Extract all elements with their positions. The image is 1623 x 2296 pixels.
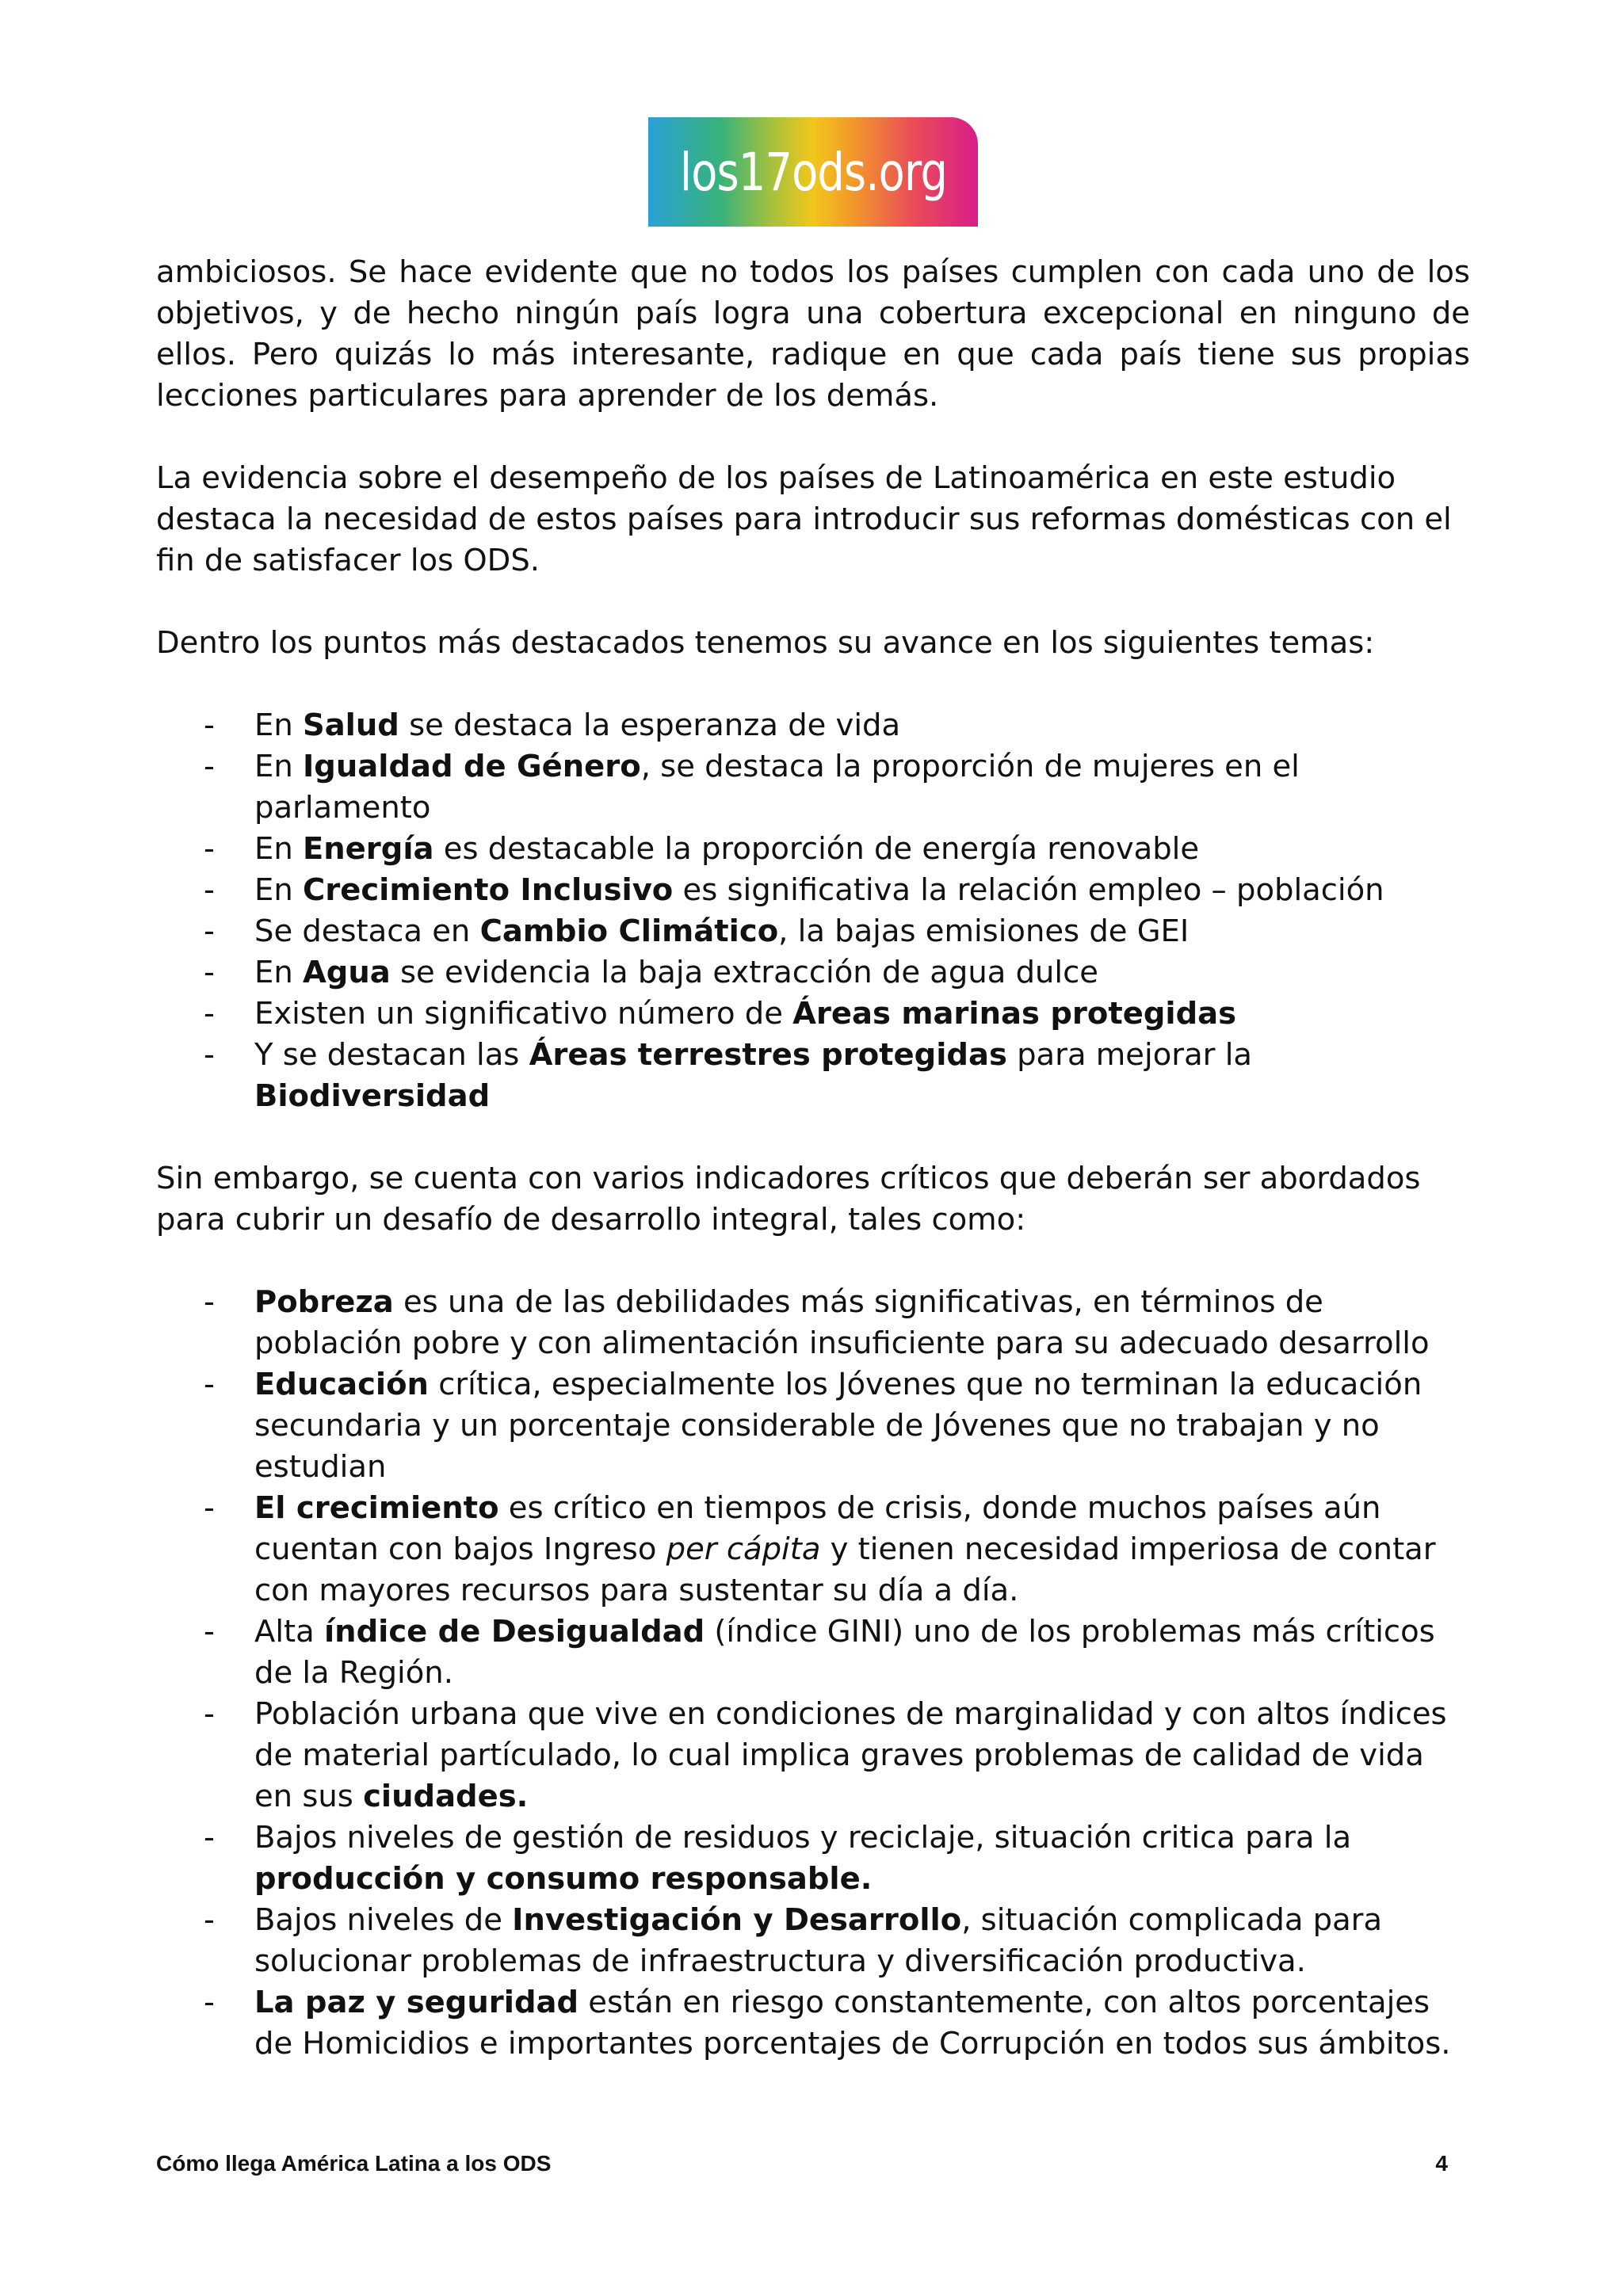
page-number: 4 xyxy=(1435,2151,1448,2176)
list-item: - En Agua se evidencia la baja extracción de agua dulce xyxy=(204,955,1098,990)
list-item: - Población urbana que vive en condiciones de marginalidad y con altos índices de material partículado, lo cual implica graves problemas de calidad de vida en sus ciudades. xyxy=(204,1696,1447,1814)
list-item: - Alta índice de Desigualdad (índice GINI) uno de los problemas más críticos de la Región. xyxy=(204,1614,1435,1691)
list-item: - En Crecimiento Inclusivo es significativa la relación empleo – población xyxy=(204,872,1384,908)
list-item: - Y se destacan las Áreas terrestres protegidas para mejorar la Biodiversidad xyxy=(204,1037,1253,1114)
list-item: - El crecimiento es crítico en tiempos de crisis, donde muchos países aún cuentan con bajos Ingreso per cápita y tienen necesidad imperiosa de contar con mayores recursos para sustentar su día a día. xyxy=(204,1490,1436,1608)
list-item: - Bajos niveles de Investigación y Desarrollo, situación complicada para solucionar problemas de infraestructura y diversificación productiva. xyxy=(204,1902,1383,1979)
list-item: - Educación crítica, especialmente los Jóvenes que no terminan la educación secundaria y un porcentaje considerable de Jóvenes que no trabajan y no estudian xyxy=(204,1367,1423,1485)
list-item: - Pobreza es una de las debilidades más significativas, en términos de población pobre y con alimentación insuficiente para su adecuado desarrollo xyxy=(204,1284,1430,1361)
document-body xyxy=(156,252,1470,2065)
list-item: - Bajos niveles de gestión de residuos y reciclaje, situación critica para la producción y consumo responsable. xyxy=(204,1820,1352,1897)
list-item: - Existen un significativo número de Áreas marinas protegidas xyxy=(204,996,1237,1032)
logo-badge xyxy=(648,117,978,227)
list-item: - En Salud se destaca la esperanza de vida xyxy=(204,707,901,743)
paragraph-critical-intro: Sin embargo, se cuenta con varios indicadores críticos que deberán ser abordados para cubrir un desafío de desarrollo integral, tales como: xyxy=(156,1161,1421,1238)
paragraph-highlights-intro: Dentro los puntos más destacados tenemos su avance en los siguientes temas: xyxy=(156,625,1375,661)
list-item: - En Igualdad de Género, se destaca la proporción de mujeres en el parlamento xyxy=(204,749,1300,826)
highlights-list xyxy=(156,705,1470,1117)
paragraph-intro: ambiciosos. Se hace evidente que no todos los países cumplen con cada uno de los objetivos, y de hecho ningún país logra una cobertura excepcional en ninguno de ellos. Pero quizás lo más interesante, radique en que cada país tiene sus propias lecciones particulares para aprender de los demás. xyxy=(156,254,1470,414)
logo-text: los17ods.org xyxy=(679,141,947,203)
page-footer xyxy=(156,2151,1448,2183)
site-logo xyxy=(648,117,978,227)
list-item: - La paz y seguridad están en riesgo constantemente, con altos porcentajes de Homicidios e importantes porcentajes de Corrupción en todos sus ámbitos. xyxy=(204,1985,1451,2061)
list-item: - Se destaca en Cambio Climático, la bajas emisiones de GEI xyxy=(204,913,1190,949)
critical-indicators-list xyxy=(156,1282,1470,2065)
paragraph-evidence: La evidencia sobre el desempeño de los países de Latinoamérica en este estudio destaca la necesidad de estos países para introducir sus reformas domésticas con el fin de satisfacer los ODS. xyxy=(156,460,1452,578)
footer-title: Cómo llega América Latina a los ODS xyxy=(156,2151,552,2176)
list-item: - En Energía es destacable la proporción de energía renovable xyxy=(204,831,1200,867)
